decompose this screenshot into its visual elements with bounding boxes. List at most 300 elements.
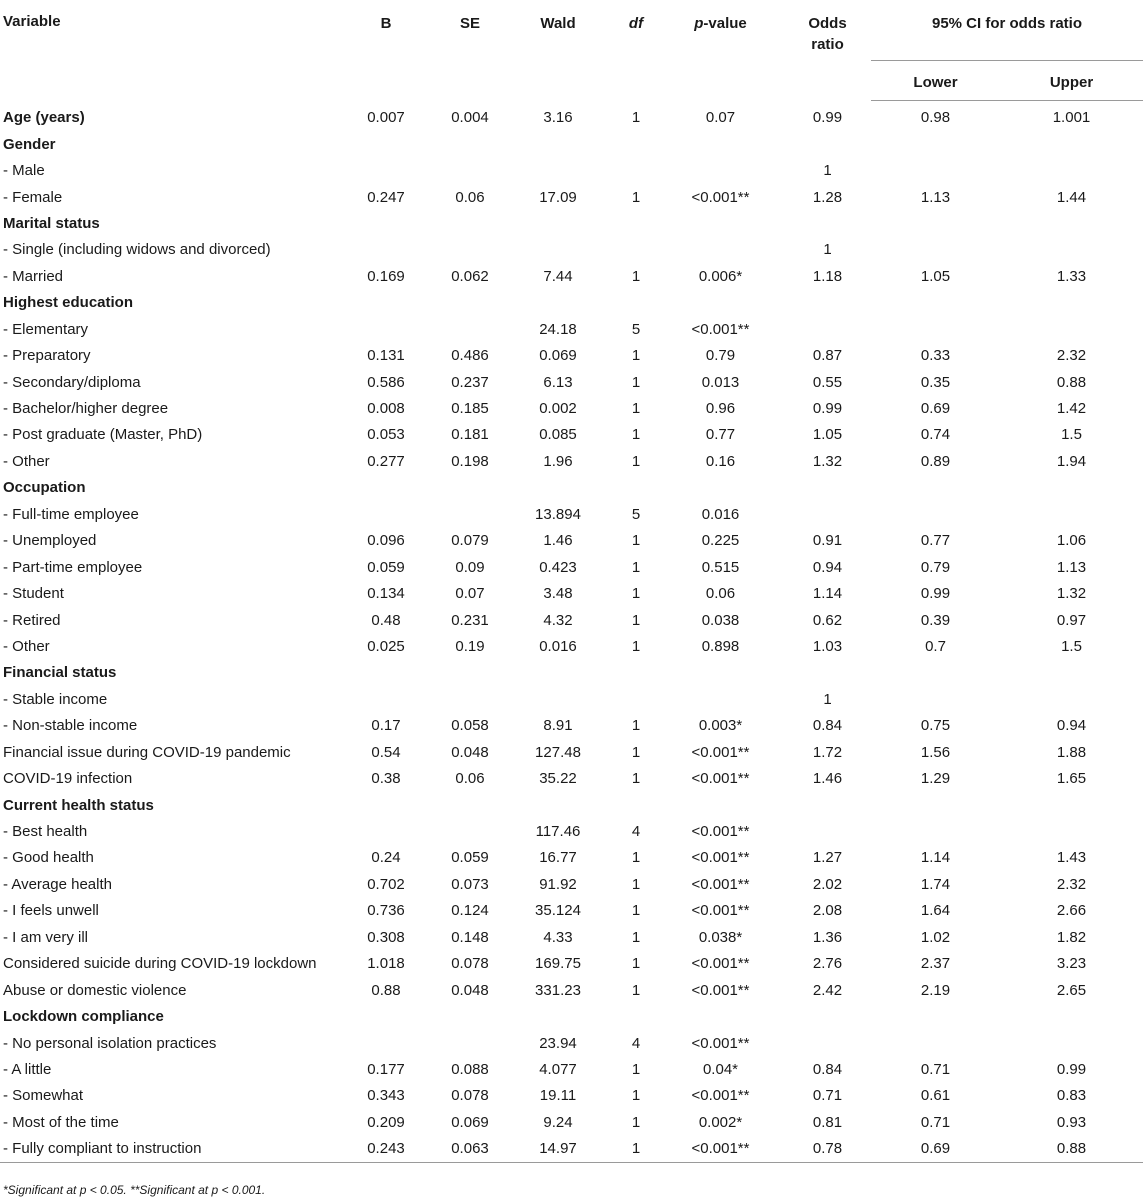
variable-cell: Age (years): [3, 108, 85, 126]
table-row: [0, 501, 1143, 527]
p-value-cell: <0.001**: [691, 743, 750, 761]
ci-lower-cell: 1.29: [920, 770, 951, 788]
b-cell: [333, 1003, 439, 1029]
variable-cell: - Married: [3, 267, 64, 285]
p-value-cell: <0.001**: [691, 902, 750, 920]
b-cell: 0.277: [367, 452, 405, 470]
variable-cell: - Fully compliant to instruction: [0, 1136, 333, 1163]
b-cell: [333, 792, 439, 818]
table-row: [0, 422, 1143, 448]
ci-upper-cell: 1.33: [1056, 267, 1087, 285]
b-cell: [333, 237, 439, 263]
b-cell: [333, 131, 439, 157]
df-cell: 4: [631, 823, 641, 841]
wald-cell: [501, 686, 615, 712]
se-cell: [439, 818, 501, 844]
wald-cell: 14.97: [501, 1136, 615, 1163]
b-cell: [333, 660, 439, 686]
p-value-cell: <0.001**: [691, 1087, 750, 1105]
table-row: [0, 686, 1143, 712]
se-cell: [439, 237, 501, 263]
ci-upper-cell: [1000, 1030, 1143, 1056]
ci-lower-cell: [871, 686, 1000, 712]
df-cell: 1: [631, 108, 641, 126]
p-value-cell: <0.001**: [657, 1136, 784, 1163]
odds-ratio-cell: 1.46: [812, 770, 843, 788]
table-row: [0, 395, 1143, 421]
wald-cell: [501, 660, 615, 686]
b-cell: [333, 210, 439, 236]
variable-cell: - Most of the time: [3, 1113, 119, 1131]
p-value-cell: 0.77: [705, 426, 736, 444]
table-row: [0, 765, 1143, 791]
ci-lower-cell: [871, 660, 1000, 686]
wald-cell: 4.33: [543, 928, 573, 946]
odds-ratio-cell: 1.28: [812, 188, 843, 206]
se-cell: 0.237: [451, 373, 489, 391]
df-cell: 1: [631, 849, 641, 867]
odds-ratio-cell: 1: [823, 690, 832, 708]
ci-upper-cell: [1000, 316, 1143, 342]
wald-cell: [501, 290, 615, 316]
wald-cell: 4.32: [543, 611, 573, 629]
ci-lower-cell: 0.99: [920, 585, 951, 603]
ci-upper-cell: 0.94: [1056, 717, 1087, 735]
p-value-cell: [657, 660, 784, 686]
ci-upper-cell: [1000, 131, 1143, 157]
odds-ratio-cell: 0.94: [812, 558, 843, 576]
odds-ratio-cell: [784, 1030, 871, 1056]
p-italic: p: [694, 15, 704, 32]
ci-upper-cell: 1.65: [1056, 770, 1087, 788]
p-value-cell: 0.006*: [698, 267, 743, 285]
variable-cell: - I feels unwell: [3, 902, 99, 920]
odds-ratio-cell: [784, 475, 871, 501]
variable-cell: - Full-time employee: [3, 505, 139, 523]
category-row: [0, 475, 1143, 501]
category-row: [0, 131, 1143, 157]
se-cell: [439, 210, 501, 236]
wald-cell: 1.96: [543, 452, 573, 470]
table-row: [0, 1083, 1143, 1109]
variable-cell: Highest education: [3, 294, 134, 312]
df-cell: 1: [631, 558, 641, 576]
table-row: [0, 1136, 1143, 1163]
ci-upper-cell: 0.88: [1056, 373, 1087, 391]
ci-upper-cell: [1000, 237, 1143, 263]
col-p-value-header: [657, 0, 784, 100]
df-cell: 1: [631, 1113, 641, 1131]
ci-lower-cell: 0.7: [925, 637, 946, 655]
table-row: [0, 898, 1143, 924]
variable-cell: Lockdown compliance: [3, 1008, 164, 1026]
se-cell: 0.181: [451, 426, 489, 444]
odds-ratio-cell: 0.55: [812, 373, 843, 391]
b-cell: 0.702: [367, 875, 405, 893]
ci-upper-cell: 1.5: [1061, 637, 1082, 655]
odds-ratio-cell: 0.99: [812, 108, 843, 126]
df-cell: 1: [631, 637, 641, 655]
p-value-cell: 0.04*: [702, 1060, 739, 1078]
variable-cell: - Best health: [3, 823, 88, 841]
se-cell: 0.062: [451, 267, 489, 285]
ci-upper-cell: 1.13: [1056, 558, 1087, 576]
df-cell: 1: [631, 585, 641, 603]
ci-upper-cell: 3.23: [1056, 955, 1087, 973]
b-cell: 0.24: [371, 849, 401, 867]
b-cell: 0.131: [367, 347, 405, 365]
ci-lower-cell: 0.75: [920, 717, 951, 735]
p-value-cell: 0.002*: [698, 1113, 743, 1131]
df-cell: 1: [631, 611, 641, 629]
ci-upper-cell: 2.66: [1056, 902, 1087, 920]
ci-upper-cell: [1000, 818, 1143, 844]
table-body: [0, 100, 1143, 1163]
b-cell: 0.008: [367, 400, 405, 418]
ci-upper-cell: [1000, 157, 1143, 183]
odds-ratio-cell: 0.84: [812, 717, 843, 735]
table-row: [0, 871, 1143, 897]
b-cell: [333, 1030, 439, 1056]
table-row: [0, 528, 1143, 554]
ci-lower-cell: [871, 818, 1000, 844]
wald-cell: [501, 792, 615, 818]
wald-cell: 6.13: [543, 373, 573, 391]
ci-upper-cell: 0.88: [1000, 1136, 1143, 1163]
b-cell: 0.38: [371, 770, 401, 788]
variable-cell: - Somewhat: [3, 1087, 84, 1105]
variable-cell: Financial issue during COVID-19 pandemic: [3, 743, 291, 761]
se-cell: [439, 686, 501, 712]
table-row: [0, 580, 1143, 606]
df-cell: 1: [631, 188, 641, 206]
table-row: [0, 263, 1143, 289]
ci-upper-cell: [1000, 475, 1143, 501]
variable-cell: COVID-19 infection: [3, 770, 133, 788]
ci-lower-cell: 0.69: [871, 1136, 1000, 1163]
table-row: [0, 237, 1143, 263]
odds-ratio-cell: 2.76: [812, 955, 843, 973]
wald-cell: [501, 131, 615, 157]
p-value-cell: 0.96: [705, 400, 736, 418]
df-cell: [615, 157, 657, 183]
p-value-cell: 0.038: [701, 611, 740, 629]
p-value-cell: 0.016: [701, 505, 740, 523]
table-row: [0, 1109, 1143, 1135]
df-cell: 1: [631, 981, 641, 999]
ci-lower-cell: [871, 290, 1000, 316]
wald-cell: 91.92: [539, 875, 577, 893]
variable-cell: - Post graduate (Master, PhD): [3, 426, 203, 444]
b-cell: [333, 316, 439, 342]
wald-cell: 35.124: [535, 902, 581, 920]
wald-cell: 0.085: [539, 426, 577, 444]
variable-cell: - Preparatory: [3, 347, 91, 365]
ci-upper-cell: 1.43: [1056, 849, 1087, 867]
se-cell: 0.148: [451, 928, 489, 946]
footnote: *Significant at p < 0.05. **Significant at p < 0.001.: [3, 1183, 266, 1197]
b-cell: 0.247: [367, 188, 405, 206]
b-cell: [333, 818, 439, 844]
se-cell: 0.088: [451, 1060, 489, 1078]
wald-cell: [501, 210, 615, 236]
p-value-cell: 0.898: [701, 637, 740, 655]
col-se-header: SE: [459, 15, 480, 32]
b-cell: [333, 290, 439, 316]
ci-lower-cell: 0.35: [920, 373, 951, 391]
b-cell: [333, 686, 439, 712]
odds-ratio-cell: 1.27: [812, 849, 843, 867]
df-cell: 1: [631, 1087, 641, 1105]
wald-cell: 4.077: [539, 1060, 577, 1078]
col-wald-header: Wald: [540, 15, 576, 32]
ci-lower-cell: 0.98: [920, 109, 951, 127]
se-cell: [439, 290, 501, 316]
p-value-cell: <0.001**: [691, 1034, 750, 1052]
variable-cell: - Part-time employee: [3, 558, 143, 576]
ci-lower-cell: [871, 237, 1000, 263]
ci-upper-cell: 1.32: [1056, 585, 1087, 603]
se-cell: 0.059: [451, 849, 489, 867]
se-cell: 0.078: [451, 1087, 489, 1105]
ci-lower-cell: [871, 316, 1000, 342]
se-cell: [439, 157, 501, 183]
se-cell: 0.09: [455, 558, 485, 576]
df-cell: [615, 686, 657, 712]
odds-ratio-cell: [784, 1003, 871, 1029]
p-value-cell: [657, 237, 784, 263]
ci-lower-cell: [871, 792, 1000, 818]
ci-upper-cell: [1000, 686, 1143, 712]
ci-lower-cell: 1.13: [920, 188, 951, 206]
ci-upper-cell: 1.44: [1056, 188, 1087, 206]
b-cell: 0.209: [367, 1113, 405, 1131]
variable-cell: - No personal isolation practices: [3, 1034, 217, 1052]
se-cell: 0.486: [451, 347, 489, 365]
df-cell: [615, 792, 657, 818]
b-cell: 0.48: [371, 611, 401, 629]
odds-ratio-cell: [784, 210, 871, 236]
category-row: [0, 290, 1143, 316]
df-cell: 5: [631, 320, 641, 338]
table-row: [0, 633, 1143, 659]
col-b-header: B: [380, 15, 392, 32]
df-cell: 1: [631, 717, 641, 735]
odds-ratio-cell: 2.02: [812, 875, 843, 893]
odds-ratio-cell: 0.87: [812, 347, 843, 365]
p-value-cell: 0.79: [705, 347, 736, 365]
table-row: [0, 951, 1143, 977]
wald-cell: 169.75: [535, 955, 581, 973]
ci-upper-cell: 2.32: [1056, 875, 1087, 893]
ci-upper-cell: [1000, 792, 1143, 818]
ci-lower-cell: 1.02: [920, 928, 951, 946]
variable-cell: - A little: [3, 1060, 52, 1078]
variable-cell: Occupation: [3, 479, 86, 497]
se-cell: 0.063: [439, 1136, 501, 1163]
variable-cell: - Other: [3, 637, 50, 655]
p-value-cell: 0.06: [705, 585, 736, 603]
se-cell: [439, 501, 501, 527]
wald-cell: 17.09: [539, 188, 577, 206]
df-cell: 1: [615, 1136, 657, 1163]
se-cell: [439, 131, 501, 157]
variable-cell: - Secondary/diploma: [3, 373, 141, 391]
se-cell: [439, 316, 501, 342]
wald-cell: 1.46: [543, 532, 573, 550]
wald-cell: 8.91: [543, 717, 573, 735]
se-cell: [439, 660, 501, 686]
ci-upper-cell: 1.94: [1056, 452, 1087, 470]
wald-cell: 16.77: [539, 849, 577, 867]
wald-cell: 117.46: [535, 823, 581, 841]
col-df-header: df: [628, 15, 644, 32]
odds-ratio-cell: 1.32: [812, 452, 843, 470]
col-ci-header: 95% CI for odds ratio: [871, 0, 1143, 60]
b-cell: 0.308: [367, 928, 405, 946]
p-value-cell: <0.001**: [691, 823, 750, 841]
df-cell: 1: [631, 955, 641, 973]
p-suffix: -value: [703, 15, 747, 32]
df-cell: 1: [631, 347, 641, 365]
wald-cell: [501, 237, 615, 263]
ci-lower-cell: [871, 501, 1000, 527]
odds-ratio-cell: [784, 818, 871, 844]
ci-lower-cell: 0.33: [920, 347, 951, 365]
table-row: [0, 1030, 1143, 1056]
table-row: [0, 554, 1143, 580]
variable-cell: Current health status: [3, 796, 154, 814]
odds-ratio-cell: [784, 290, 871, 316]
odds-ratio-cell: 2.08: [812, 902, 843, 920]
wald-cell: 331.23: [535, 981, 581, 999]
ci-upper-cell: [1000, 1003, 1143, 1029]
odds-ratio-cell: 0.84: [812, 1060, 843, 1078]
table-row: [0, 845, 1143, 871]
odds-ratio-cell: [784, 660, 871, 686]
wald-cell: 0.002: [539, 400, 577, 418]
se-cell: 0.185: [451, 400, 489, 418]
variable-cell: Gender: [3, 135, 56, 153]
variable-cell: - Elementary: [3, 320, 89, 338]
variable-cell: - Retired: [3, 611, 61, 629]
odds-ratio-cell: [784, 792, 871, 818]
se-cell: 0.06: [455, 188, 485, 206]
wald-cell: [501, 1003, 615, 1029]
table-row: [0, 448, 1143, 474]
table-row: [0, 157, 1143, 183]
wald-cell: 3.48: [543, 585, 573, 603]
se-cell: 0.19: [455, 637, 485, 655]
p-value-cell: 0.003*: [698, 717, 743, 735]
odds-ratio-cell: 0.99: [812, 400, 843, 418]
odds-ratio-cell: 0.71: [812, 1087, 843, 1105]
odds-ratio-cell: [784, 501, 871, 527]
p-value-cell: <0.001**: [691, 981, 750, 999]
wald-cell: 9.24: [543, 1113, 573, 1131]
se-cell: 0.078: [451, 955, 489, 973]
ci-upper-cell: 1.001: [1052, 109, 1091, 127]
se-cell: [439, 1030, 501, 1056]
df-cell: 1: [631, 426, 641, 444]
df-cell: 1: [631, 373, 641, 391]
ci-upper-cell: [1000, 501, 1143, 527]
table-row: [0, 1056, 1143, 1082]
wald-cell: 0.069: [539, 347, 577, 365]
ci-upper-cell: 2.65: [1056, 981, 1087, 999]
ci-upper-cell: 0.93: [1056, 1113, 1087, 1131]
ci-upper-cell: 1.82: [1056, 928, 1087, 946]
odds-ratio-cell: [784, 316, 871, 342]
ci-lower-cell: 0.77: [920, 532, 951, 550]
p-value-cell: <0.001**: [691, 188, 750, 206]
category-row: [0, 210, 1143, 236]
odds-ratio-cell: 1: [823, 162, 832, 180]
ci-upper-cell: 1.5: [1061, 426, 1082, 444]
b-cell: 0.88: [371, 981, 401, 999]
p-value-cell: [657, 792, 784, 818]
df-cell: 1: [631, 400, 641, 418]
col-lower-header: Lower: [871, 60, 1000, 100]
b-cell: [333, 501, 439, 527]
ci-upper-cell: [1000, 290, 1143, 316]
df-cell: [615, 475, 657, 501]
variable-cell: - Good health: [3, 849, 94, 867]
p-value-cell: [657, 475, 784, 501]
p-value-cell: 0.225: [701, 532, 740, 550]
b-cell: 0.343: [367, 1087, 405, 1105]
wald-cell: 24.18: [539, 320, 577, 338]
ci-upper-cell: [1000, 210, 1143, 236]
se-cell: 0.198: [451, 452, 489, 470]
ci-lower-cell: 1.14: [920, 849, 951, 867]
ci-lower-cell: 0.39: [920, 611, 951, 629]
wald-cell: 3.16: [543, 108, 573, 126]
df-cell: [615, 1003, 657, 1029]
ci-lower-cell: 1.74: [920, 875, 951, 893]
header-row: [0, 0, 1143, 60]
variable-cell: - Other: [3, 452, 50, 470]
odds-ratio-cell: 1.14: [812, 585, 843, 603]
category-row: [0, 660, 1143, 686]
wald-cell: 0.016: [539, 637, 577, 655]
df-cell: 1: [631, 267, 641, 285]
odds-ratio-cell: [784, 131, 871, 157]
odds-ratio-cell: 1.05: [812, 426, 843, 444]
ci-lower-cell: [871, 210, 1000, 236]
p-value-cell: <0.001**: [691, 770, 750, 788]
p-value-cell: <0.001**: [691, 955, 750, 973]
df-cell: [615, 290, 657, 316]
p-value-cell: [657, 131, 784, 157]
ci-upper-cell: [1000, 660, 1143, 686]
b-cell: [333, 475, 439, 501]
se-cell: 0.048: [451, 981, 489, 999]
variable-cell: - Student: [3, 585, 64, 603]
p-value-cell: [657, 210, 784, 236]
wald-cell: 19.11: [539, 1087, 577, 1105]
ci-lower-cell: [871, 131, 1000, 157]
p-value-cell: [657, 686, 784, 712]
variable-cell: Financial status: [3, 664, 117, 682]
variable-cell: - Average health: [3, 875, 112, 893]
se-cell: [439, 792, 501, 818]
table-row: [0, 316, 1143, 342]
df-cell: 1: [631, 902, 641, 920]
se-cell: 0.073: [451, 875, 489, 893]
odds-ratio-label: Odds ratio: [808, 15, 847, 53]
p-value-cell: 0.07: [705, 108, 736, 126]
